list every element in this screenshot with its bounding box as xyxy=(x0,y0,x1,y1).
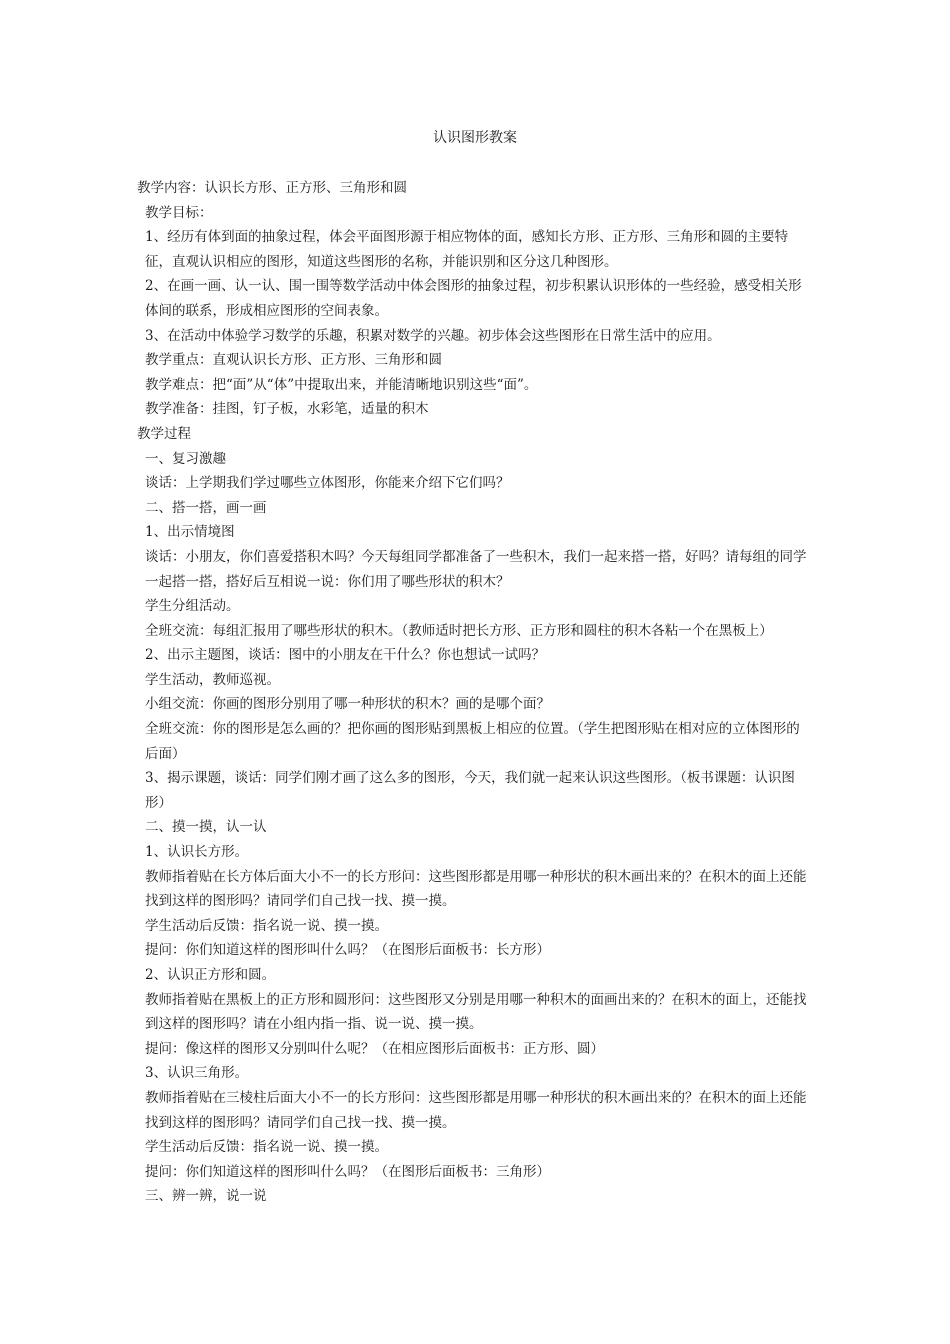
paragraph: 二、摸一摸，认一认 xyxy=(145,819,267,836)
document-title: 认识图形教案 xyxy=(433,130,517,146)
paragraph: 1、出示情境图 xyxy=(145,524,235,541)
paragraph: 教学目标： xyxy=(145,204,213,221)
paragraph: 2、出示主题图，谈话：图中的小朋友在干什么？你也想试一试吗？ xyxy=(145,647,546,664)
paragraph: 教学过程 xyxy=(137,425,191,442)
paragraph: 教学难点：把“面”从“体”中提取出来，并能清晰地识别这些“面”。 xyxy=(145,376,538,393)
paragraph: 提问：你们知道这样的图形叫什么吗？（在图形后面板书：三角形） xyxy=(145,1163,550,1180)
paragraph: 提问：像这样的图形又分别叫什么呢？（在相应图形后面板书：正方形、圆） xyxy=(145,1040,604,1057)
paragraph: 学生活动后反馈：指名说一说、摸一摸。 xyxy=(145,917,388,934)
paragraph: 3、揭示课题，谈话：同学们刚才画了这么多的图形，今天，我们就一起来认识这些图形。（板书课题：认识图形） xyxy=(145,770,795,811)
paragraph: 全班交流：每组汇报用了哪些形状的积木。（教师适时把长方形、正方形和圆柱的积木各粘一个在黑板上） xyxy=(145,622,773,639)
paragraph: 1、经历有体到面的抽象过程，体会平面图形源于相应物体的面，感知长方形、正方形、三角形和圆的主要特征，直观认识相应的图形，知道这些图形的名称，并能识别和区分这几种图形。 xyxy=(145,229,789,270)
paragraph: 教师指着贴在长方体后面大小不一的长方形问：这些图形都是用哪一种形状的积木画出来的？在积木的面上还能找到这样的图形吗？请同学们自己找一找、摸一摸。 xyxy=(145,868,807,910)
paragraph: 1、认识长方形。 xyxy=(145,844,249,861)
paragraph: 全班交流：你的图形是怎么画的？把你画的图形贴到黑板上相应的位置。（学生把图形贴在相对应的立体图形的后面） xyxy=(145,721,800,762)
paragraph: 二、搭一搭，画一画 xyxy=(145,499,267,516)
paragraph: 教学重点：直观认识长方形、正方形、三角形和圆 xyxy=(145,352,442,369)
paragraph: 提问：你们知道这样的图形叫什么吗？（在图形后面板书：长方形） xyxy=(145,942,550,959)
paragraph: 3、在活动中体验学习数学的乐趣，积累对数学的兴趣。初步体会这些图形在日常生活中的应用。 xyxy=(145,327,721,344)
document-body xyxy=(137,176,813,1209)
paragraph: 小组交流：你画的图形分别用了哪一种形状的积木？画的是哪个面？ xyxy=(145,696,550,713)
paragraph: 3、认识三角形。 xyxy=(145,1065,249,1082)
paragraph: 三、辨一辨，说一说 xyxy=(145,1188,267,1205)
paragraph: 教学内容：认识长方形、正方形、三角形和圆 xyxy=(137,180,407,196)
paragraph: 学生活动，教师巡视。 xyxy=(145,671,280,688)
paragraph: 2、在画一画、认一认、围一围等数学活动中体会图形的抽象过程，初步积累认识形体的一些经验，感受相关形体间的联系，形成相应图形的空间表象。 xyxy=(145,278,802,319)
paragraph: 谈话：上学期我们学过哪些立体图形，你能来介绍下它们吗？ xyxy=(145,475,510,492)
paragraph: 教师指着贴在三棱柱后面大小不一的长方形问：这些图形都是用哪一种形状的积木画出来的？在积木的面上还能找到这样的图形吗？请同学们自己找一找、摸一摸。 xyxy=(145,1089,807,1131)
paragraph: 学生分组活动。 xyxy=(145,598,240,615)
paragraph: 教学准备：挂图，钉子板，水彩笔，适量的积木 xyxy=(145,401,429,418)
paragraph: 谈话：小朋友，你们喜爱搭积木吗？今天每组同学都准备了一些积木，我们一起来搭一搭，好吗？请每组的同学一起搭一搭，搭好后互相说一说：你们用了哪些形状的积木？ xyxy=(145,548,807,590)
paragraph: 一、复习激趣 xyxy=(145,450,226,467)
paragraph: 2、认识正方形和圆。 xyxy=(145,967,276,983)
paragraph: 学生活动后反馈：指名说一说、摸一摸。 xyxy=(145,1139,388,1156)
paragraph: 教师指着贴在黑板上的正方形和圆形问：这些图形又分别是用哪一种积木的面画出来的？在积木的面上，还能找到这样的图形吗？请在小组内指一指、说一说、摸一摸。 xyxy=(145,991,807,1033)
